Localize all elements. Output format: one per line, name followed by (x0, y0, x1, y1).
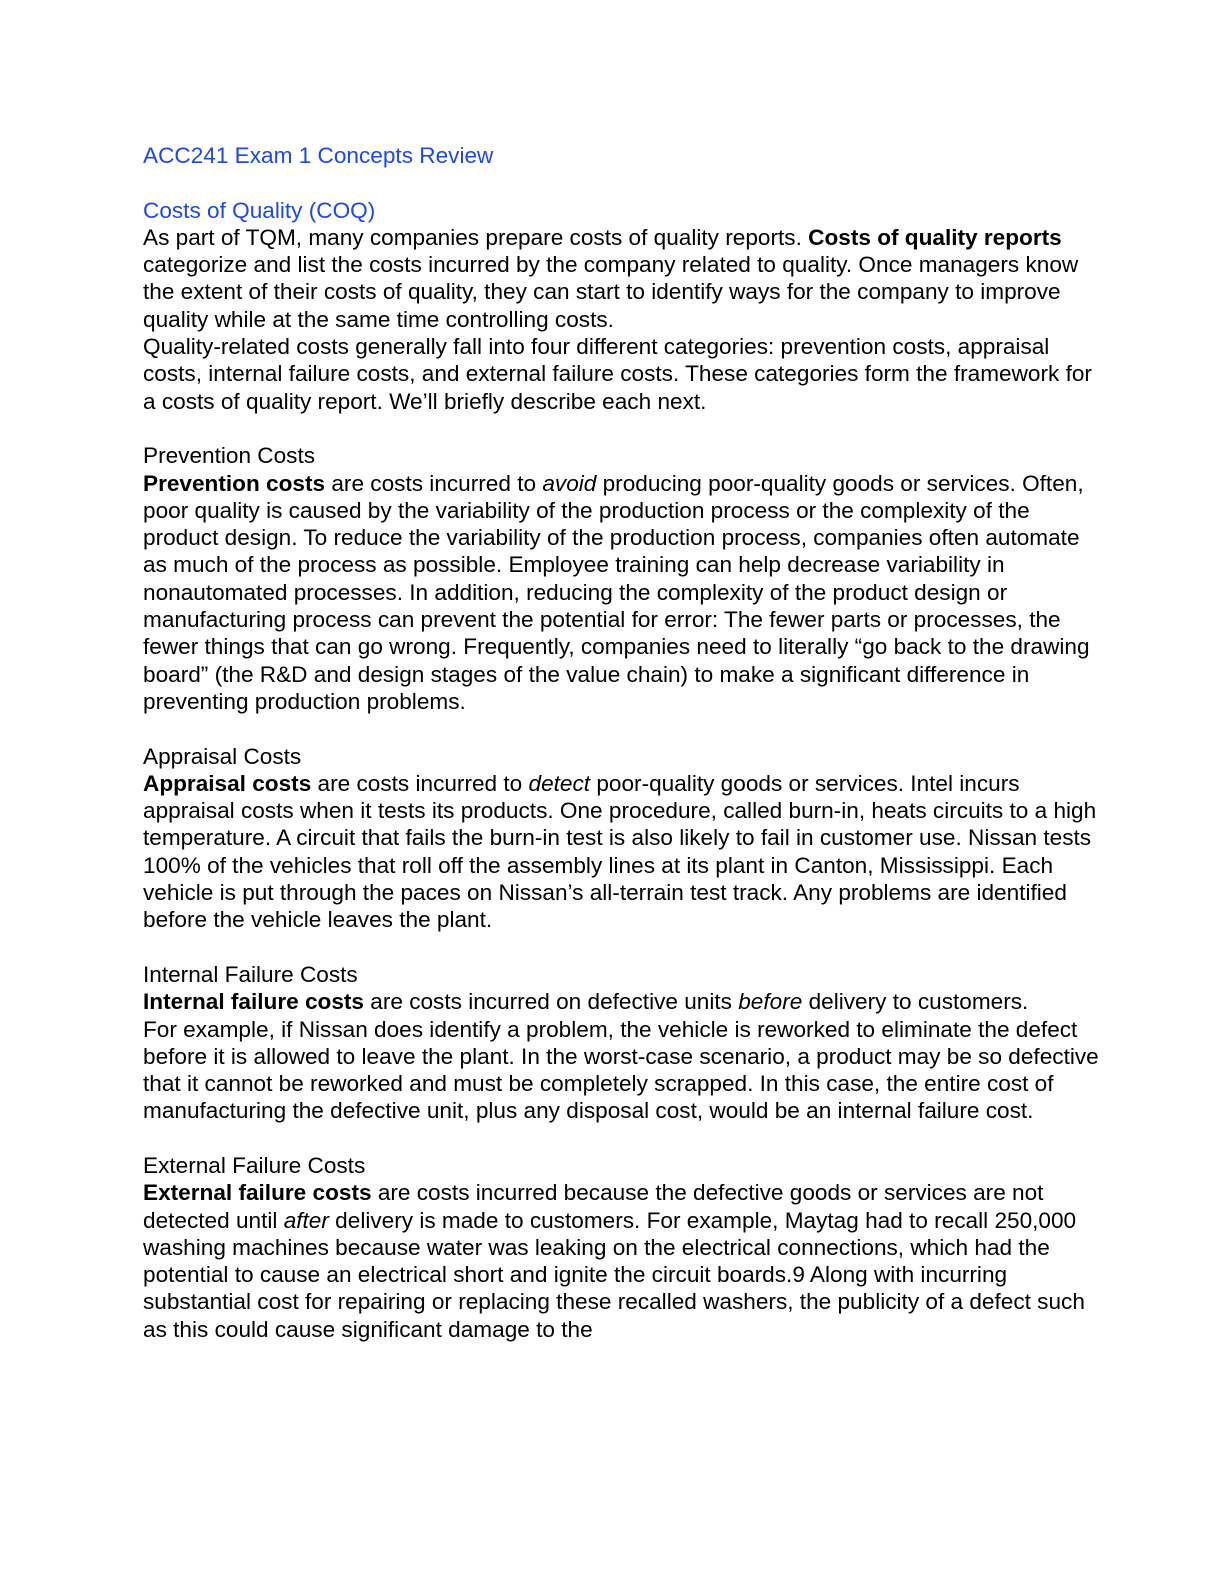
appraisal-term: Appraisal costs (143, 770, 312, 796)
prevention-emphasis: avoid (542, 470, 597, 496)
coq-p1-intro: As part of TQM, many companies prepare costs of quality reports. (143, 224, 809, 250)
appraisal-heading: Appraisal Costs (143, 743, 302, 769)
internal-text-b: delivery to customers. (802, 989, 1029, 1015)
appraisal-text-a: are costs incurred to (311, 770, 529, 796)
spacer (143, 1125, 1103, 1152)
internal-emphasis: before (738, 989, 803, 1015)
prevention-text-a: are costs incurred to (325, 470, 543, 496)
prevention-term: Prevention costs (143, 470, 326, 496)
coq-paragraph-1 (143, 224, 1103, 333)
external-text-a: are costs incurred because the defective goods or services are not detected until (143, 1180, 1044, 1233)
internal-paragraph-1 (143, 988, 1103, 1015)
prevention-paragraph (143, 470, 1103, 716)
appraisal-emphasis: detect (528, 770, 591, 796)
internal-paragraph-2: For example, if Nissan does identify a problem, the vehicle is reworked to eliminate the defect before it is allowed to leave the plant. In the worst-case scenario, a product may be so defective that it cannot be reworked and must be completely scrapped. In this case, the entire cost of manufacturing the defective unit, plus any disposal cost, would be an internal failure cost. (143, 1016, 1099, 1124)
spacer (143, 415, 1103, 442)
spacer (143, 715, 1103, 742)
coq-paragraph-2: Quality-related costs generally fall into four different categories: prevention costs, appraisal costs, internal failure costs, and external failure costs. These categories form the framework for a costs of quality report. We’ll briefly describe each next. (143, 334, 1092, 414)
external-term: External failure costs (143, 1180, 372, 1206)
external-paragraph (143, 1179, 1103, 1343)
appraisal-paragraph (143, 770, 1103, 934)
external-heading: External Failure Costs (143, 1152, 366, 1178)
internal-text-a: are costs incurred on defective units (363, 989, 739, 1015)
prevention-text-b: producing poor-quality goods or services. Often, poor quality is caused by the variability of the production process or the complexity of the product design. To reduce the variability of the production process, companies often automate as much of the process as possible. Employee training can help decrease variability in nonautomated processes. In addition, reducing the complexity of the product design or manufacturing process can prevent the potential for error: The fewer parts or processes, the fewer things that can go wrong. Frequently, companies need to literally “go back to the drawing board” (the R&D and design stages of the value chain) to make a significant difference in preventing production problems. (143, 470, 1090, 714)
document-title: ACC241 Exam 1 Concepts Review (143, 143, 494, 168)
internal-heading: Internal Failure Costs (143, 961, 358, 987)
document-page (143, 142, 1103, 1343)
internal-term: Internal failure costs (143, 989, 364, 1015)
coq-heading: Costs of Quality (COQ) (143, 197, 376, 223)
external-emphasis: after (283, 1207, 329, 1233)
prevention-heading: Prevention Costs (143, 443, 316, 469)
coq-p1-rest: categorize and list the costs incurred by the company related to quality. Once managers know the extent of their costs of quality, they can start to identify ways for the company to improve quality while at the same time controlling costs. (143, 252, 1079, 332)
appraisal-text-b: poor-quality goods or services. Intel incurs appraisal costs when it tests its products. One procedure, called burn-in, heats circuits to a high temperature. A circuit that fails the burn-in test is also likely to fail in customer use. Nissan tests 100% of the vehicles that roll off the assembly lines at its plant in Canton, Mississippi. Each vehicle is put through the paces on Nissan’s all-terrain test track. Any problems are identified before the vehicle leaves the plant. (143, 770, 1097, 933)
external-text-b: delivery is made to customers. For example, Maytag had to recall 250,000 washing machines because water was leaking on the electrical connections, which had the potential to cause an electrical short and ignite the circuit boards.9 Along with incurring substantial cost for repairing or replacing these recalled washers, the publicity of a defect such as this could cause significant damage to the (143, 1207, 1085, 1342)
coq-p1-term: Costs of quality reports (808, 224, 1062, 250)
spacer (143, 169, 1103, 196)
spacer (143, 934, 1103, 961)
